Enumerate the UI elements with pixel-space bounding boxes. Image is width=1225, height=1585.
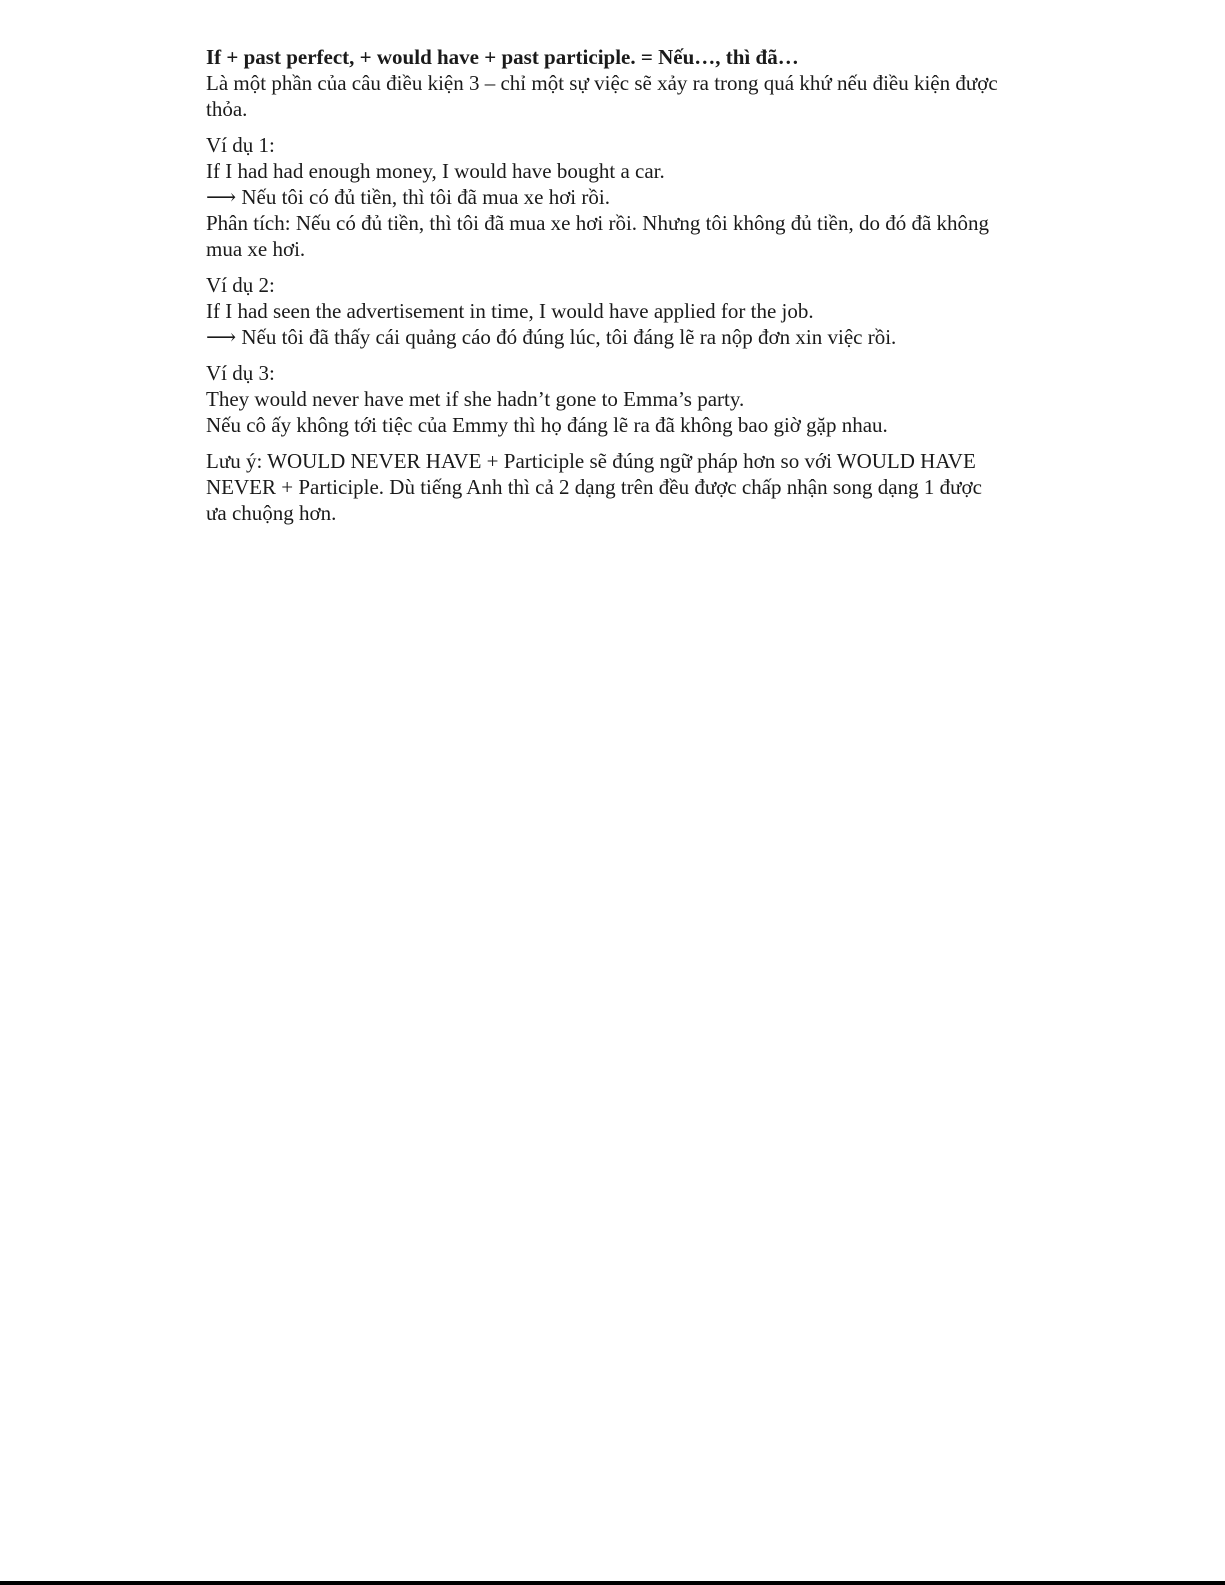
example-3-label: Ví dụ 3: xyxy=(206,361,275,385)
page-bottom-border xyxy=(0,1581,1225,1585)
example-1-sentence: If I had had enough money, I would have bought a car. xyxy=(206,159,665,183)
example-3 xyxy=(206,360,1006,438)
example-2 xyxy=(206,272,1006,350)
note-paragraph: Lưu ý: WOULD NEVER HAVE + Participle sẽ đúng ngữ pháp hơn so với WOULD HAVE NEVER + Participle. Dù tiếng Anh thì cả 2 dạng trên đều được chấp nhận song dạng 1 được ưa chuộng hơn. xyxy=(206,449,982,525)
example-2-translation: ⟶ Nếu tôi đã thấy cái quảng cáo đó đúng lúc, tôi đáng lẽ ra nộp đơn xin việc rồi. xyxy=(206,325,897,349)
example-1-label: Ví dụ 1: xyxy=(206,133,275,157)
example-1-analysis: Phân tích: Nếu có đủ tiền, thì tôi đã mua xe hơi rồi. Nhưng tôi không đủ tiền, do đó đã không mua xe hơi. xyxy=(206,211,990,261)
example-3-translation: Nếu cô ấy không tới tiệc của Emmy thì họ đáng lẽ ra đã không bao giờ gặp nhau. xyxy=(206,413,888,437)
example-2-label: Ví dụ 2: xyxy=(206,273,275,297)
example-2-sentence: If I had seen the advertisement in time, I would have applied for the job. xyxy=(206,299,814,323)
document-body xyxy=(206,44,1006,526)
example-1 xyxy=(206,132,1006,262)
example-3-sentence: They would never have met if she hadn’t gone to Emma’s party. xyxy=(206,387,745,411)
example-1-translation: ⟶ Nếu tôi có đủ tiền, thì tôi đã mua xe hơi rồi. xyxy=(206,185,610,209)
section-heading: If + past perfect, + would have + past participle. = Nếu…, thì đã… xyxy=(206,45,799,69)
note-block xyxy=(206,448,1006,526)
intro-paragraph: Là một phần của câu điều kiện 3 – chỉ một sự việc sẽ xảy ra trong quá khứ nếu điều kiện được thỏa. xyxy=(206,71,998,121)
